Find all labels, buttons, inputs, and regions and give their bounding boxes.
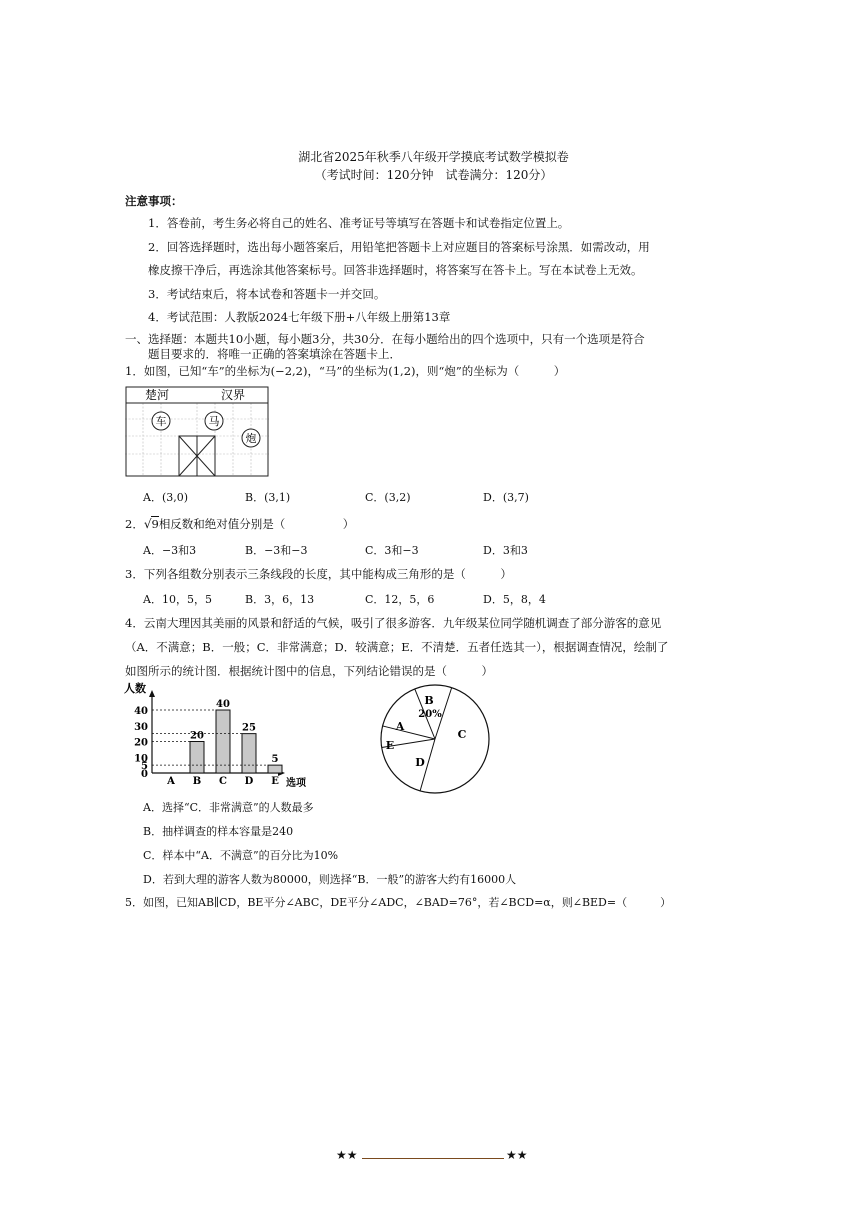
q1-option-b: B．(3,1) bbox=[245, 491, 291, 504]
q4-line2: （A．不满意；B．一般；C．非常满意；D．较满意；E．不清楚．五者任选其一），根据调查情况，绘制了 bbox=[125, 640, 669, 654]
q2-option-a: A．−3和3 bbox=[143, 544, 197, 557]
piece-pao bbox=[242, 429, 260, 447]
notice-item-3: 3．考试结束后，将本试卷和答题卡一并交回。 bbox=[148, 287, 386, 301]
q2-stem-rest: 相反数和绝对值分别是（ ） bbox=[158, 517, 355, 531]
x-category-label: D bbox=[244, 776, 254, 787]
piece-che bbox=[152, 412, 170, 430]
pie-label-B: B bbox=[424, 694, 434, 707]
pie-label-C: C bbox=[457, 728, 467, 741]
y-tick-label: 10 bbox=[134, 753, 148, 765]
x-category-label: B bbox=[192, 776, 202, 787]
q2-option-c: C．3和−3 bbox=[365, 544, 419, 557]
q2-option-b: B．−3和−3 bbox=[245, 544, 308, 557]
pie-label-E: E bbox=[385, 739, 395, 752]
bar-chart-xlabel: 选项 bbox=[286, 778, 306, 789]
bar-D bbox=[242, 734, 256, 773]
pie-chart bbox=[378, 682, 494, 798]
notice-item-4: 4．考试范围：人教版2024七年级下册+八年级上册第13章 bbox=[148, 310, 451, 324]
bar-value-label: 40 bbox=[216, 699, 230, 710]
footer-stars-left: ★★ bbox=[336, 1148, 358, 1162]
q2-number: 2． bbox=[125, 517, 144, 531]
bar-C bbox=[216, 710, 230, 773]
q4-option-d: D．若到大理的游客人数为80000，则选择“B．一般”的游客大约有16000人 bbox=[143, 873, 517, 886]
x-category-label: C bbox=[219, 776, 227, 787]
exam-title: 湖北省2025年秋季八年级开学摸底考试数学模拟卷 bbox=[298, 150, 569, 164]
bar-chart-ylabel: 人数 bbox=[124, 682, 146, 695]
footer-rule bbox=[362, 1158, 504, 1159]
q2-stem bbox=[125, 516, 354, 532]
q3-option-d: D．5，8，4 bbox=[483, 593, 546, 606]
pie-label-D: D bbox=[415, 756, 425, 769]
q1-option-c: C．(3,2) bbox=[365, 491, 411, 504]
q3-option-c: C．12，5，6 bbox=[365, 593, 435, 606]
bar-E bbox=[268, 765, 282, 773]
notice-item-2-cont: 橡皮擦干净后，再选涂其他答案标号。回答非选择题时，将答案写在答卡上。写在本试卷上无效。 bbox=[148, 263, 643, 277]
q4-option-b: B．抽样调查的样本容量是240 bbox=[143, 825, 294, 838]
x-category-label: E bbox=[271, 776, 279, 787]
q4-option-a: A．选择“C．非常满意”的人数最多 bbox=[143, 801, 314, 814]
notice-item-2: 2．回答选择题时，选出每小题答案后，用铅笔把答题卡上对应题目的答案标号涂黑．如需改动，用 bbox=[148, 240, 650, 254]
section1-line2: 题目要求的．将唯一正确的答案填涂在答题卡上． bbox=[148, 347, 401, 361]
piece-ma bbox=[205, 412, 223, 430]
q3-option-b: B．3，6，13 bbox=[245, 593, 315, 606]
sqrt-symbol: √ bbox=[143, 517, 152, 531]
y-axis-arrow-icon bbox=[149, 690, 155, 697]
section1-line1: 一、选择题：本题共10小题，每小题3分，共30分．在每小题给出的四个选项中，只有一个选项是符合 bbox=[125, 332, 645, 346]
page-footer bbox=[336, 1148, 532, 1168]
svg-text:马: 马 bbox=[208, 415, 220, 428]
q2-radicand: 9 bbox=[151, 517, 159, 531]
pie-label-A: A bbox=[395, 720, 405, 733]
q4-line3: 如图所示的统计图．根据统计图中的信息，下列结论错误的是（ ） bbox=[125, 664, 493, 678]
y-tick-label: 30 bbox=[134, 721, 148, 733]
footer-stars-right: ★★ bbox=[506, 1148, 528, 1162]
q4-option-c: C．样本中“A．不满意”的百分比为10% bbox=[143, 849, 339, 862]
y-tick-label: 0 bbox=[141, 769, 148, 780]
x-category-label: A bbox=[167, 776, 175, 787]
q3-stem: 3．下列各组数分别表示三条线段的长度，其中能构成三角形的是（ ） bbox=[125, 567, 512, 581]
board-label-hanjie: 汉界 bbox=[221, 388, 246, 402]
y-tick-label: 5 bbox=[141, 761, 148, 773]
y-tick-label: 40 bbox=[134, 706, 148, 717]
bar-value-label: 25 bbox=[242, 722, 256, 734]
q2-option-d: D．3和3 bbox=[483, 544, 528, 557]
notice-item-1: 1．答卷前，考生务必将自己的姓名、准考证号等填写在答题卡和试卷指定位置上。 bbox=[148, 216, 570, 230]
q1-option-d: D．(3,7) bbox=[483, 491, 529, 504]
board-label-chuhe: 楚河 bbox=[145, 388, 170, 402]
bar-chart bbox=[122, 680, 322, 790]
chess-board-figure bbox=[125, 386, 271, 478]
q4-line1: 4．云南大理因其美丽的风景和舒适的气候，吸引了很多游客．九年级某位同学随机调查了部分游客的意见 bbox=[125, 616, 662, 630]
q1-option-a: A．(3,0) bbox=[143, 491, 189, 504]
svg-text:车: 车 bbox=[155, 415, 167, 428]
q3-option-a: A．10，5，5 bbox=[143, 593, 212, 606]
exam-subtitle: （考试时间：120分钟 试卷满分：120分） bbox=[314, 168, 553, 182]
notice-heading: 注意事项： bbox=[125, 194, 183, 208]
y-tick-label: 20 bbox=[134, 737, 148, 749]
bar-value-label: 5 bbox=[271, 754, 279, 766]
pie-annotation: 20% bbox=[418, 709, 442, 720]
bar-B bbox=[190, 742, 204, 774]
q1-stem: 1．如图，已知“车”的坐标为(−2,2)，“马”的坐标为(1,2)，则“炮”的坐标为（ ） bbox=[125, 364, 566, 378]
svg-text:炮: 炮 bbox=[245, 432, 257, 445]
bar-value-label: 20 bbox=[190, 730, 204, 742]
q5-stem: 5．如图，已知AB∥CD，BE平分∠ABC，DE平分∠ADC，∠BAD=76°，若∠BCD=α，则∠BED=（ ） bbox=[125, 896, 672, 909]
